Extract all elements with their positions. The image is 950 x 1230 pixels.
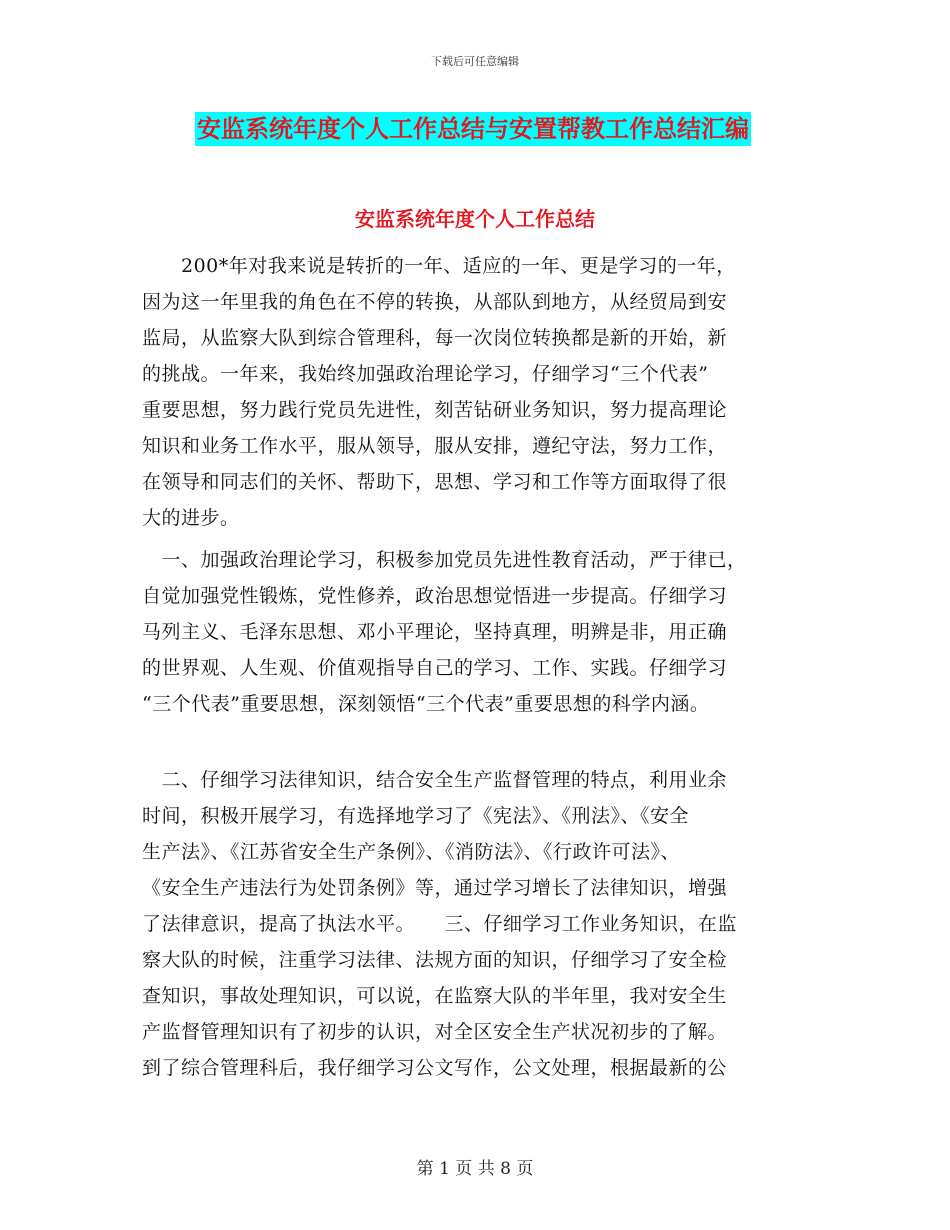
body-line: 马列主义、毛泽东思想、邓小平理论，坚持真理，明辨是非，用正确 <box>142 621 728 643</box>
body-line: 《安全生产违法行为处罚条例》等，通过学习增长了法律知识，增强 <box>142 877 728 899</box>
body-line: 生产法》、《江苏省安全生产条例》、《消防法》、《行政许可法》、 <box>142 841 681 863</box>
body-line: 二、仔细学习法律知识，结合安全生产监督管理的特点，利用业余 <box>142 769 728 791</box>
body-line: 大的进步。 <box>142 507 240 529</box>
body-line: “三个代表”重要思想，深刻领悟“三个代表”重要思想的科学内涵。 <box>142 693 710 715</box>
body-line: 的世界观、人生观、价值观指导自己的学习、工作、实践。仔细学习 <box>142 657 728 679</box>
body-line: 了法律意识，提高了执法水平。 三、仔细学习工作业务知识，在监 <box>142 913 738 935</box>
body-line: 产监督管理知识有了初步的认识，对全区安全生产状况初步的了解。 <box>142 1021 728 1043</box>
section-title: 安监系统年度个人工作总结 <box>355 207 595 231</box>
body-line: 在领导和同志们的关怀、帮助下，思想、学习和工作等方面取得了很 <box>142 471 728 493</box>
body-line: 查知识，事故处理知识，可以说，在监察大队的半年里，我对安全生 <box>142 985 728 1007</box>
body-line: 一、加强政治理论学习，积极参加党员先进性教育活动，严于律已， <box>142 549 747 571</box>
body-line: 知识和业务工作水平，服从领导，服从安排，遵纪守法，努力工作， <box>142 435 728 457</box>
header-note: 下载后可任意编辑 <box>431 55 519 68</box>
body-line: 重要思想，努力践行党员先进性，刻苦钻研业务知识，努力提高理论 <box>142 399 728 421</box>
body-line: 因为这一年里我的角色在不停的转换，从部队到地方，从经贸局到安 <box>142 291 728 313</box>
document-main-title: 安监系统年度个人工作总结与安置帮教工作总结汇编 <box>195 112 751 146</box>
page-number-footer: 第 1 页 共 8 页 <box>416 1159 534 1179</box>
body-line: 自觉加强党性锻炼，党性修养，政治思想觉悟进一步提高。仔细学习 <box>142 585 728 607</box>
body-line: 时间，积极开展学习，有选择地学习了《宪法》、《刑法》、《安全 <box>142 805 690 827</box>
body-line: 200*年对我来说是转折的一年、适应的一年、更是学习的一年， <box>142 255 736 277</box>
body-line: 察大队的时候，注重学习法律、法规方面的知识，仔细学习了安全检 <box>142 949 728 971</box>
body-line: 的挑战。一年来，我始终加强政治理论学习，仔细学习“三个代表” <box>142 363 709 385</box>
body-line: 监局，从监察大队到综合管理科，每一次岗位转换都是新的开始，新 <box>142 327 728 349</box>
body-line: 到了综合管理科后，我仔细学习公文写作，公文处理，根据最新的公 <box>142 1057 728 1079</box>
